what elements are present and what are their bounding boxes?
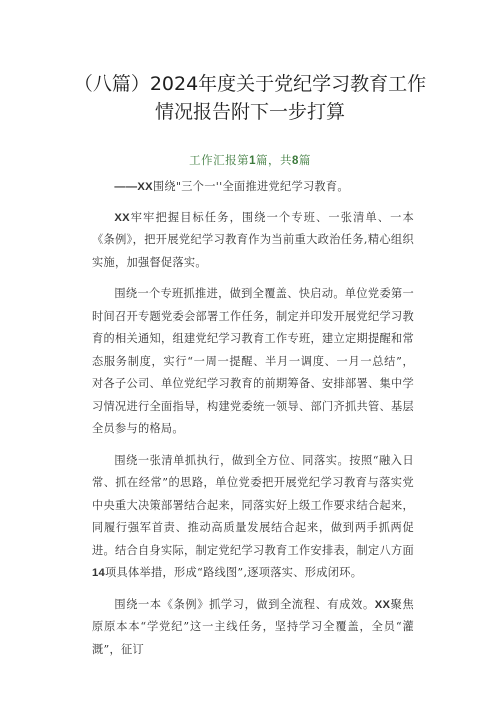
counter-prefix: 工作汇报第	[189, 153, 250, 167]
document-body	[92, 176, 414, 661]
paragraph-3	[92, 283, 414, 441]
paragraph-4-text-a: 围绕一张清单抓执行，做到全方位、同落实。按照“融入日常、抓在经常”的思路，单位党委把开展党纪学习教育与落实党中央重大决策部署结合起来，同落实好上级工作要求结合起来，同履行强军首责、推动高质量发展结合起来，做到两手抓两促进。结合自身实际，制定党纪学习教育工作安排表，制定八方面	[92, 453, 414, 557]
title-line-1: （八篇）2024年度关于党纪学习教育工作	[73, 73, 427, 95]
document-title	[40, 70, 460, 126]
paragraph-2-text: 牢牢把握目标任务，围绕一个专班、一张清单、一本《条例》，把开展党纪学习教育作为当前重大政治任务,精心组织实施，加强督促落实。	[92, 210, 414, 269]
counter-total: 8	[292, 155, 299, 167]
counter-suffix: 篇	[298, 153, 311, 167]
counter-index: 1	[249, 155, 256, 167]
paragraph-5-text-b: 聚焦原原本本“学党纪”这一主线任务，坚持学习全覆盖，全员“灌溉”，征订	[92, 597, 414, 656]
title-line-2: 情况报告附下一步打算	[154, 101, 345, 123]
paragraph-5-lead: XX	[374, 598, 391, 611]
paragraph-3-text: 围绕一个专班抓推进，做到全覆盖、快启动。单位党委第一时间召开专题党委会部署工作任务，制定并印发开展党纪学习教育的相关通知，组建党纪学习教育工作专班，建立定期提醒和常态服务制度，实行“一周一提醒、半月一调度、一月一总结”，对各子公司、单位党纪学习教育的前期筹备、安排部署、集中学习情况进行全面指导，构建党委统一领导、部门齐抓共管、基层全员参与的格局。	[92, 287, 414, 435]
paragraph-5-text-a: 围绕一本《条例》抓学习，做到全流程、有成效。	[114, 597, 375, 611]
paragraph-2	[92, 207, 414, 275]
paragraph-4	[92, 450, 414, 585]
paragraph-2-lead: XX	[114, 211, 130, 224]
paragraph-1	[92, 176, 414, 199]
counter-middle: 篇，共	[256, 153, 292, 167]
paragraph-4-number: 14	[92, 567, 106, 579]
paragraph-5	[92, 594, 414, 662]
paragraph-1-lead: ——XX	[114, 181, 153, 193]
report-counter	[0, 152, 500, 168]
paragraph-4-text-b: 项具体举措，形成“路线图”,逐项落实、形成闭环。	[105, 566, 363, 579]
paragraph-1-text: 围绕"三个一''全面推进党纪学习教育。	[152, 180, 349, 193]
